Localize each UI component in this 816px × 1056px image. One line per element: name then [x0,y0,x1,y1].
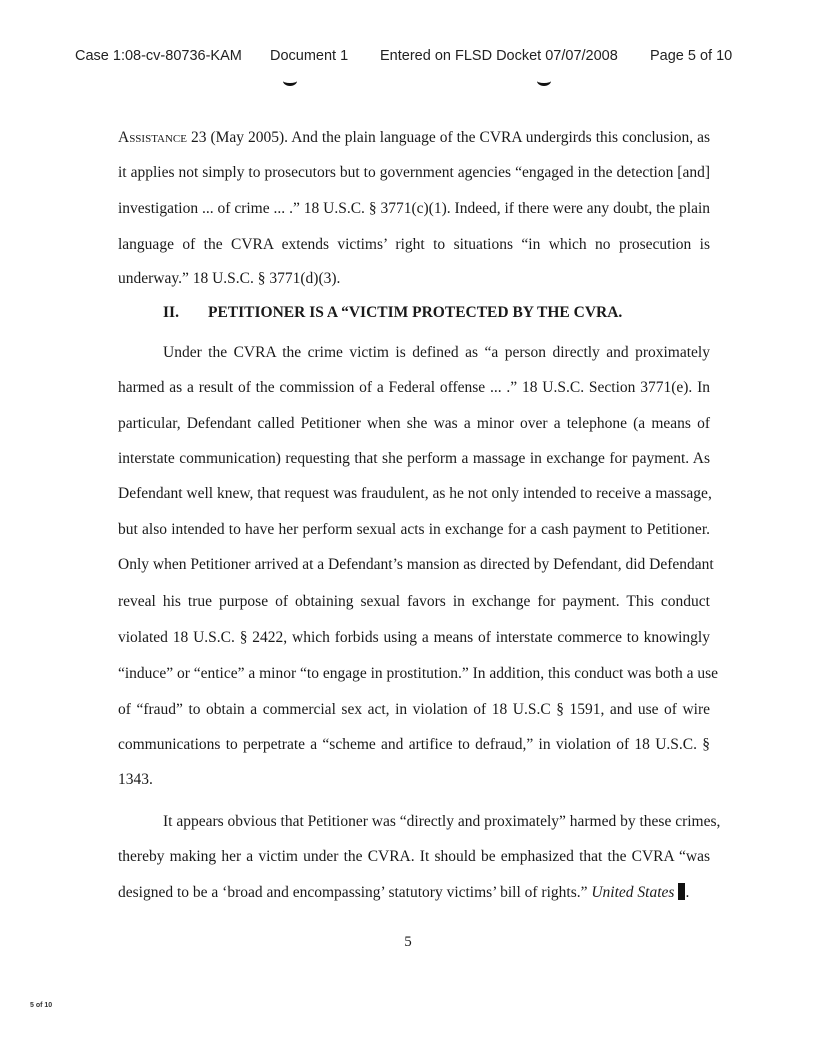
section-title: PETITIONER IS A “VICTIM PROTECTED BY THE CVRA. [208,304,623,321]
body-line: reveal his true purpose of obtaining sexual favors in exchange for payment. This conduct [118,593,710,610]
docket-header [0,48,816,68]
case-number: Case 1:08-cv-80736-KAM [75,48,242,64]
body-line: harmed as a result of the commission of a Federal offense ... .” 18 U.S.C. Section 3771(e). In [118,379,710,396]
body-line: particular, Defendant called Petitioner when she was a minor over a telephone (a means of [118,415,710,432]
body-line: communications to perpetrate a “scheme and artifice to defraud,” in violation of 18 U.S.C. § [118,736,710,753]
line-text: designed to be a ‘broad and encompassing’ statutory victims’ bill of rights.” [118,884,592,901]
punch-hole-mark-right [537,76,551,86]
body-line: but also intended to have her perform sexual acts in exchange for a cash payment to Petitioner. [118,521,710,538]
page-stamp: 5 of 10 [30,1002,53,1009]
case-citation: United States [591,884,675,901]
body-line: of “fraud” to obtain a commercial sex act, in violation of 18 U.S.C § 1591, and use of wire [118,701,710,718]
section-heading [163,303,622,323]
body-line: it applies not simply to prosecutors but to government agencies “engaged in the detection [and] [118,164,710,181]
section-number: II. [163,304,179,321]
body-line: 1343. [118,771,153,788]
body-line: Under the CVRA the crime victim is defined as “a person directly and proximately [163,344,710,361]
body-line: Defendant well knew, that request was fraudulent, as he not only intended to receive a massage, [118,485,712,502]
page-number: 5 [404,934,412,950]
page-of-total: Page 5 of 10 [650,48,733,64]
body-line: language of the CVRA extends victims’ right to situations “in which no prosecution is [118,236,710,253]
body-line: underway.” 18 U.S.C. § 3771(d)(3). [118,270,341,287]
body-line: investigation ... of crime ... .” 18 U.S.C. § 3771(c)(1). Indeed, if there were any doubt, the plain [118,200,710,217]
body-line: Only when Petitioner arrived at a Defendant’s mansion as directed by Defendant, did Defendant [118,556,714,573]
line-text: 23 (May 2005). And the plain language of the CVRA undergirds this conclusion, as [187,129,710,146]
document-number: Document 1 [270,48,349,64]
body-line [118,128,710,148]
body-line [118,883,710,903]
body-line: “induce” or “entice” a minor “to engage in prostitution.” In addition, this conduct was both a use [118,665,719,682]
body-line: interstate communication) requesting that she perform a massage in exchange for payment. As [118,450,710,467]
punch-hole-mark-left [283,76,297,86]
line-text: . [685,884,690,901]
body-line: It appears obvious that Petitioner was “directly and proximately” harmed by these crimes, [163,813,721,830]
body-line: thereby making her a victim under the CVRA. It should be emphasized that the CVRA “was [118,848,710,865]
body-line: violated 18 U.S.C. § 2422, which forbids using a means of interstate commerce to knowingly [118,629,710,646]
small-caps-citation: Assistance [118,129,187,146]
docket-entry-date: Entered on FLSD Docket 07/07/2008 [380,48,618,64]
